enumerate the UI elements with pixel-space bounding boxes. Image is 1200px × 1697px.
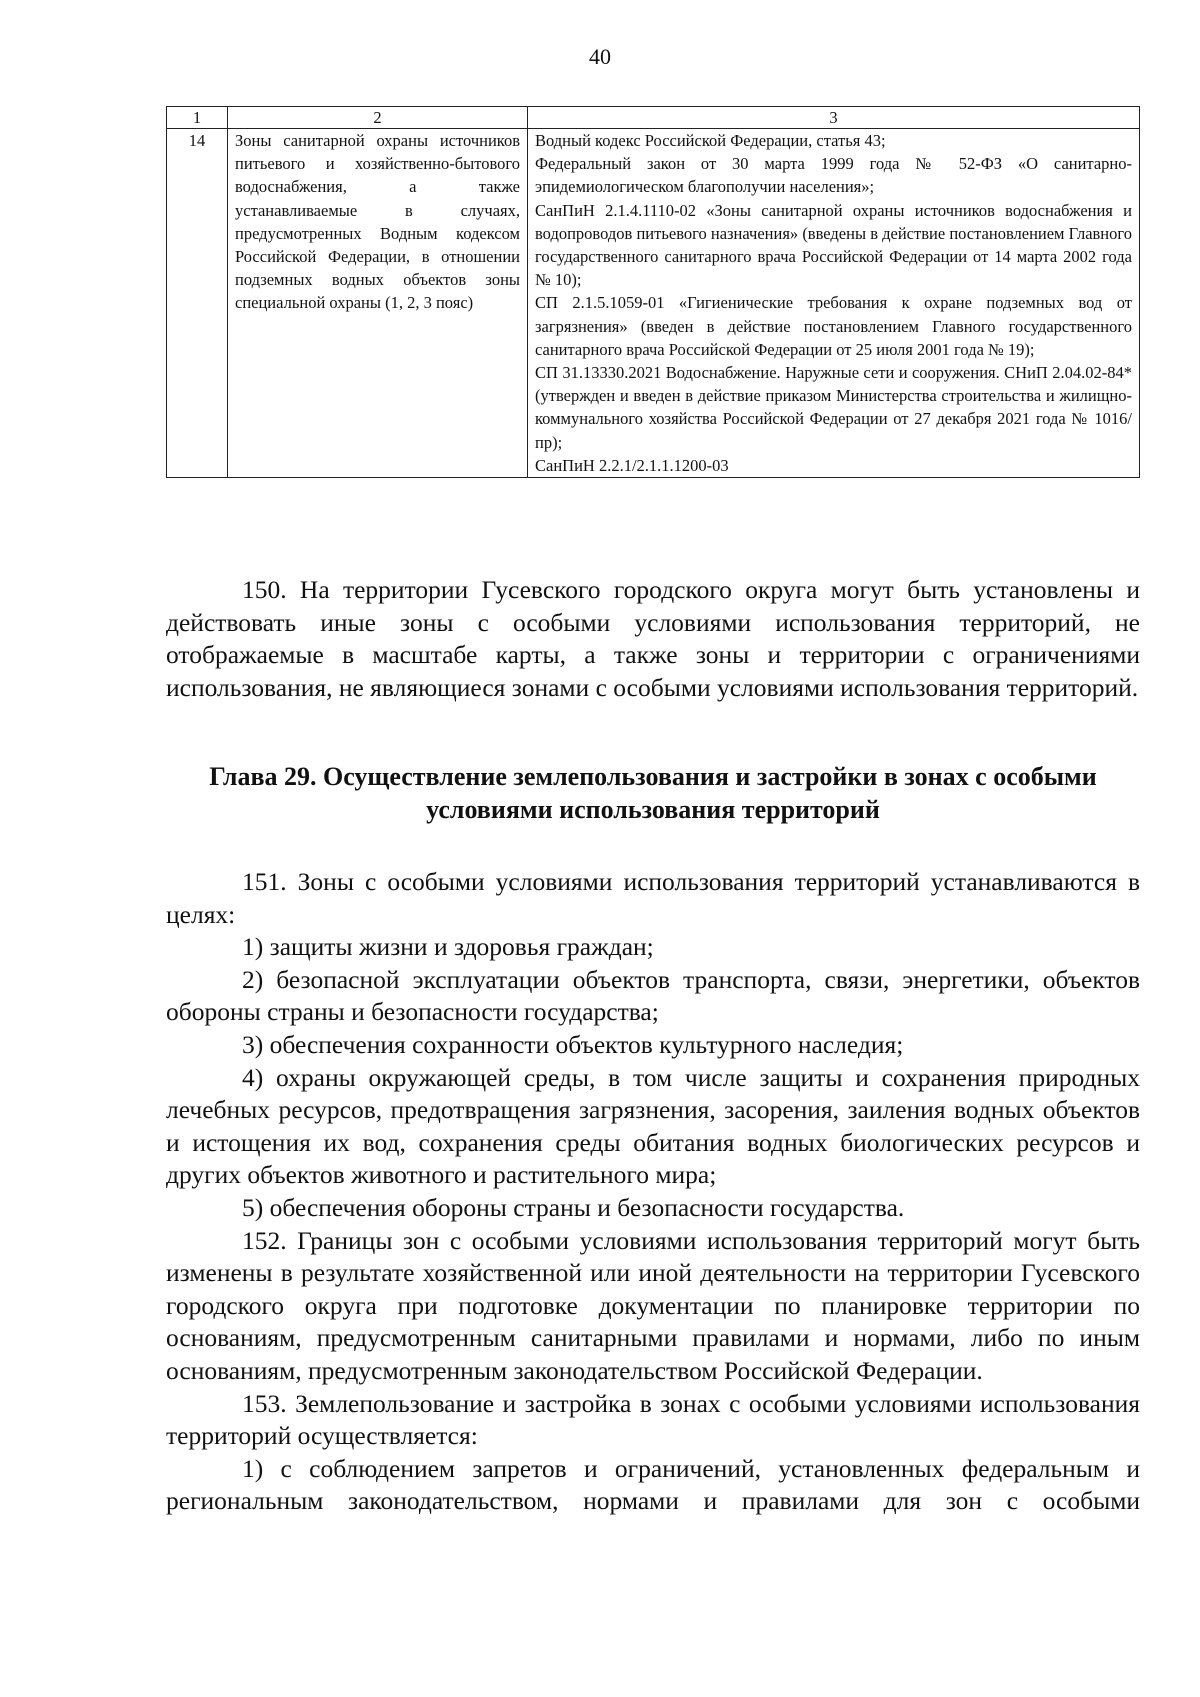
list-item: 4) охраны окружающей среды, в том числе защиты и сохранения природных лечебных ресурсов, предотвращения загрязнения, засорения, заиления водных объектов и истощения их вод, сохранения среды обитания водных биологических ресурсов и других объектов животного и растительного мира; bbox=[166, 1062, 1140, 1190]
page-number: 40 bbox=[589, 44, 611, 69]
header-col-2: 2 bbox=[228, 107, 528, 129]
table-row bbox=[167, 129, 1140, 478]
list-item: 1) с соблюдением запретов и ограничений, установленных федеральным и региональным законодательством, нормами и правилами для зон с особыми bbox=[166, 1453, 1140, 1516]
list-item: 5) обеспечения обороны страны и безопасности государства. bbox=[242, 1192, 905, 1222]
list-item: 2) безопасной эксплуатации объектов транспорта, связи, энергетики, объектов обороны страны и безопасности государства; bbox=[166, 964, 1140, 1027]
zone-name: Зоны санитарной охраны источников питьевого и хозяйственно-бытового водоснабжения, а также устанавливаемые в случаях, предусмотренных Водным кодексом Российской Федерации, в отношении подземных водных объектов зоны специальной охраны (1, 2, 3 пояс) bbox=[228, 129, 528, 478]
list-item: 3) обеспечения сохранности объектов культурного наследия; bbox=[242, 1029, 904, 1059]
header-col-3: 3 bbox=[528, 107, 1140, 129]
paragraph-150-block bbox=[166, 574, 1140, 704]
paragraph-150: 150. На территории Гусевского городского округа могут быть установлены и действовать иные зоны с особыми условиями использования территорий, не отображаемые в масштабе карты, а также зоны и территории с ограничениями использования, не являющиеся зонами с особыми условиями использования территорий. bbox=[166, 575, 1140, 702]
reference-item: СанПиН 2.1.4.1110-02 «Зоны санитарной охраны источников водоснабжения и водопроводов питьевого назначения» (введены в действие постановлением Главного государственного санитарного врача Российской Федерации от 14 марта 2002 года № 10); bbox=[535, 200, 1132, 290]
reference-item: СП 2.1.5.1059-01 «Гигиенические требования к охране подземных вод от загрязнения» (введен в действие постановлением Главного государственного санитарного врача Российской Федерации от 25 июля 2001 года № 19); bbox=[535, 293, 1132, 359]
paragraph-152: 152. Границы зон с особыми условиями использования территорий могут быть изменены в результате хозяйственной или иной деятельности на территории Гусевского городского округа при подготовке документации по планировке территории по основаниям, предусмотренным санитарными правилами и нормами, либо по иным основаниям, предусмотренным законодательством Российской Федерации. bbox=[166, 1225, 1140, 1385]
table-header-row bbox=[167, 107, 1140, 129]
reference-item: Федеральный закон от 30 марта 1999 года № 52-ФЗ «О санитарно-эпидемиологическом благополучии населения»; bbox=[535, 154, 1132, 197]
zone-references bbox=[528, 129, 1140, 478]
main-body bbox=[166, 866, 1140, 1518]
list-item: 1) защиты жизни и здоровья граждан; bbox=[242, 932, 654, 962]
reference-item: СанПиН 2.2.1/2.1.1.1200-03 bbox=[535, 455, 729, 475]
chapter-title: Глава 29. Осуществление землепользования и застройки в зонах с особыми условиями использования территорий bbox=[209, 762, 1097, 824]
zones-table bbox=[166, 106, 1140, 478]
paragraph-153: 153. Землепользование и застройка в зонах с особыми условиями использования территорий осуществляется: bbox=[166, 1388, 1140, 1451]
reference-item: Водный кодекс Российской Федерации, статья 43; bbox=[535, 131, 886, 150]
header-col-1: 1 bbox=[167, 107, 228, 129]
row-number: 14 bbox=[167, 129, 228, 478]
paragraph-151: 151. Зоны с особыми условиями использования территорий устанавливаются в целях: bbox=[166, 867, 1140, 929]
reference-item: СП 31.13330.2021 Водоснабжение. Наружные сети и сооружения. СНиП 2.04.02-84* (утвержден и введен в действие приказом Министерства строительства и жилищно-коммунального хозяйства Российской Федерации от 27 декабря 2021 года № 1016/пр); bbox=[535, 363, 1132, 452]
